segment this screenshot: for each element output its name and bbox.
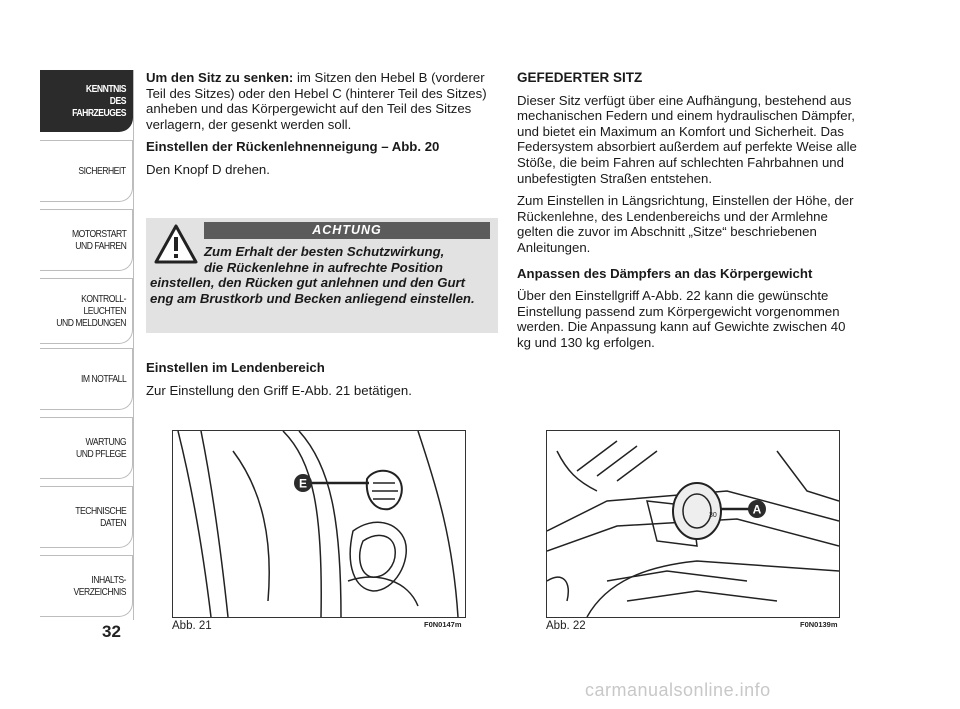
warning-line: Zum Erhalt der besten Schutzwirkung, xyxy=(204,244,445,259)
body-text: im Sitzen den Hebel B (vorderer Teil des Sitzes) oder den Hebel C (hinterer Teil des Sitzes) anheben und das Körpergewicht auf den Teil des Sitzes verlagern, der gesenkt werden soll. xyxy=(146,70,487,132)
paragraph-lower-seat xyxy=(146,70,498,132)
figure-lumbar-handle xyxy=(172,430,466,618)
left-column xyxy=(146,70,498,185)
warning-line: die Rückenlehne in aufrechte Position xyxy=(204,259,443,275)
warning-box xyxy=(146,218,498,333)
figure-code: F0N0139m xyxy=(800,620,838,629)
page-number: 32 xyxy=(102,622,121,641)
tab-inhaltsverzeichnis[interactable] xyxy=(40,555,133,617)
tab-label: WARTUNG UND PFLEGE xyxy=(75,436,126,460)
lumbar-section xyxy=(146,360,498,405)
figure-damper-knob xyxy=(546,430,840,618)
figure-caption: Abb. 22 xyxy=(546,620,586,632)
heading-backrest: Einstellen der Rückenlehnenneigung – Abb. 20 xyxy=(146,139,440,155)
tab-kenntnis-des-fahrzeuges[interactable] xyxy=(40,70,133,132)
warning-text xyxy=(150,244,490,306)
heading-lumbar: Einstellen im Lendenbereich xyxy=(146,360,325,375)
tab-label: KONTROLL- LEUCHTEN UND MELDUNGEN xyxy=(56,293,126,329)
heading-damper: Anpassen des Dämpfers an das Körpergewicht xyxy=(517,265,813,281)
seat-lumbar-illustration xyxy=(173,431,465,617)
figure-caption: Abb. 21 xyxy=(172,620,212,632)
sidebar-divider xyxy=(133,70,134,620)
warning-title: ACHTUNG xyxy=(204,222,490,239)
callout-e-label: E xyxy=(298,476,308,491)
tab-kontrollleuchten[interactable] xyxy=(40,278,133,344)
tab-label: IM NOTFALL xyxy=(80,373,126,385)
tab-im-notfall[interactable] xyxy=(40,348,133,410)
callout-a-label: A xyxy=(752,502,762,517)
paragraph-lumbar: Zur Einstellung den Griff E-Abb. 21 betätigen. xyxy=(146,382,412,398)
tab-technische-daten[interactable] xyxy=(40,486,133,548)
tab-sicherheit[interactable] xyxy=(40,140,133,202)
lead-text: Um den Sitz zu senken: xyxy=(146,70,294,85)
tab-label: TECHNISCHE DATEN xyxy=(74,505,126,529)
paragraph-damper: Über den Einstellgriff A-Abb. 22 kann die gewünschte Einstellung passend zum Körpergewicht vorgenommen werden. Die Anpassung kann auf Gewichte zwischen 40 kg und 130 kg erfolgen. xyxy=(517,288,846,350)
paragraph-adjustments: Zum Einstellen in Längsrichtung, Einstellen der Höhe, der Rückenlehne, des Lendenbereichs und der Armlehne gelten die zuvor im Abschnitt „Sitze“ beschriebenen Anleitungen. xyxy=(517,193,854,255)
warning-line: einstellen, den Rücken gut anlehnen und den Gurt eng am Brustkorb und Becken anliegend einstellen. xyxy=(150,275,475,306)
tab-motorstart-und-fahren[interactable] xyxy=(40,209,133,271)
paragraph-suspension: Dieser Sitz verfügt über eine Aufhängung, bestehend aus mechanischen Federn und einem hydraulischen Dämpfer, und bietet ein Maximum an Komfort und Sicherheit. Das Federsystem absorbiert außerdem auf perfekte Weise alle Stöße, die beim Fahren auf schlechten Fahrbahnen und unbefestigten Straßen entstehen. xyxy=(517,92,857,186)
tab-label: MOTORSTART UND FAHREN xyxy=(71,228,126,252)
tab-label: INHALTS- VERZEICHNIS xyxy=(73,574,126,598)
damper-illustration xyxy=(547,431,839,617)
watermark: carmanualsonline.info xyxy=(585,680,771,700)
tab-label: SICHERHEIT xyxy=(78,165,126,177)
figure-code: F0N0147m xyxy=(424,620,462,629)
paragraph-backrest: Den Knopf D drehen. xyxy=(146,161,270,177)
right-column xyxy=(517,70,862,358)
tab-label: KENNTNIS DES FAHRZEUGES xyxy=(72,83,126,119)
tab-wartung-und-pflege[interactable] xyxy=(40,417,133,479)
dial-scale-text: 30 xyxy=(709,512,717,519)
heading-suspended-seat: GEFEDERTER SITZ xyxy=(517,70,643,85)
